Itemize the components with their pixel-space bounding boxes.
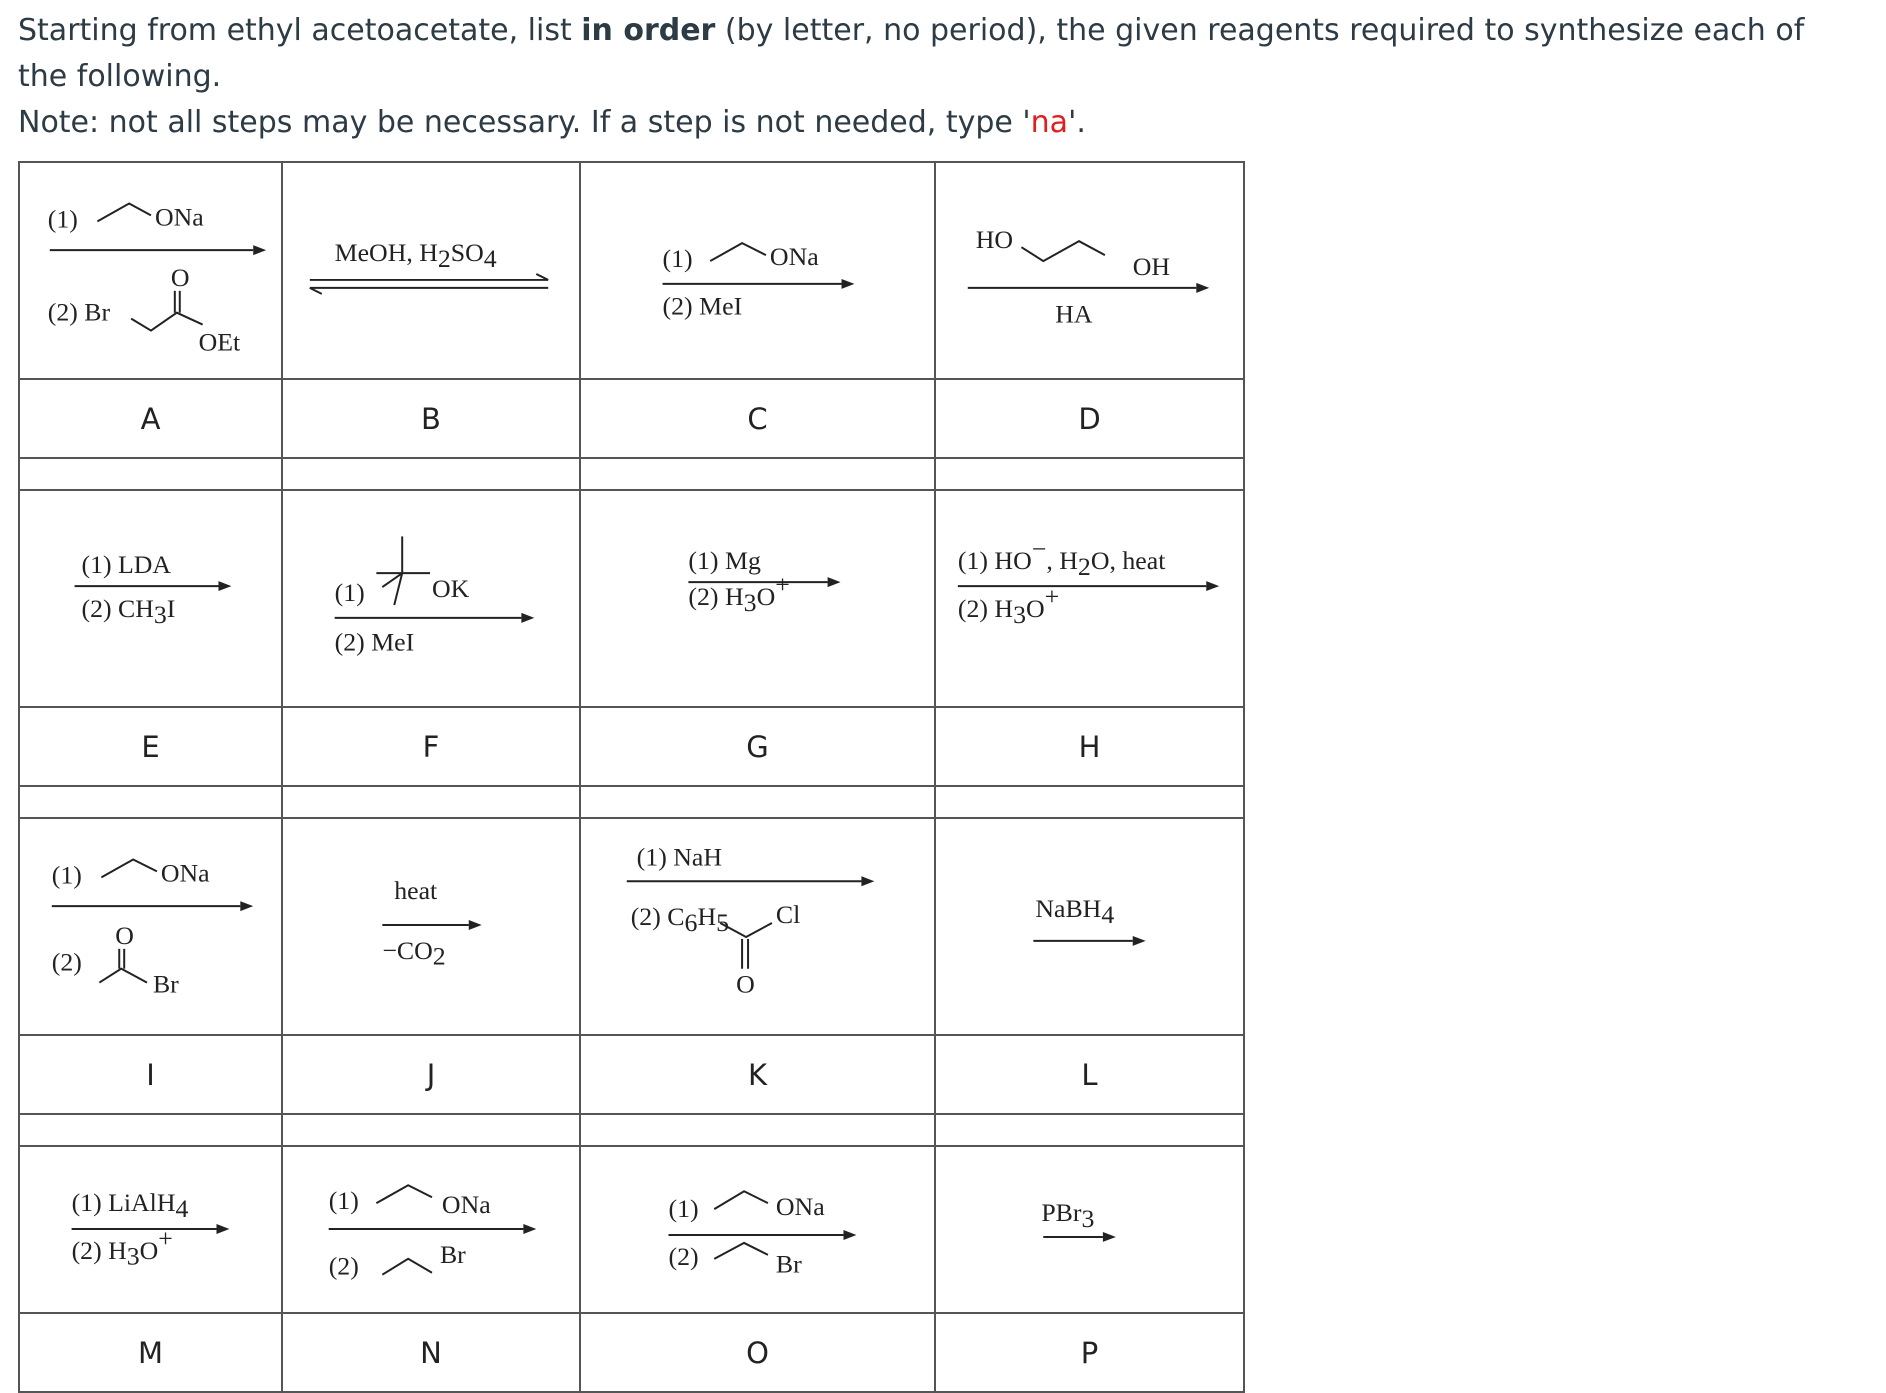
instructions-text: (by letter, no period), the given reagents required to synthesize each of the following. (18, 13, 1805, 94)
instructions-text: Starting from ethyl acetoacetate, list (18, 13, 582, 48)
reagent-L-text: NaBH4 (1035, 894, 1115, 930)
step-2-label: (2) CH3I (81, 593, 176, 629)
reagent-row (19, 1146, 1244, 1313)
reagent-cell-O (580, 1146, 935, 1313)
halide-label: Br (775, 1249, 802, 1279)
step-1-label: (1) HO−, H2O, heat (957, 534, 1166, 582)
letter-D: D (935, 379, 1244, 458)
reagent-cell-H (935, 490, 1244, 707)
arrowhead (861, 876, 874, 886)
reagent-O-scheme (581, 1147, 934, 1312)
note-text: Note: not all steps may be necessary. If a step is not needed, type ' (18, 105, 1031, 140)
letter-M: M (19, 1313, 282, 1392)
reagent-cell-F (282, 490, 580, 707)
letter-B: B (282, 379, 580, 458)
reagent-B-text: MeOH, H2SO4 (334, 238, 497, 274)
halide-label: Br (152, 969, 179, 999)
note-text: '. (1068, 105, 1086, 140)
ester-chain (131, 313, 202, 331)
letter-C: C (580, 379, 935, 458)
arrowhead (1133, 936, 1146, 946)
spacer-row (19, 1114, 1244, 1146)
reagent-cell-C (580, 162, 935, 379)
letter-G: G (580, 707, 935, 786)
carbonyl-oxygen: O (115, 920, 134, 950)
halide-label: Br (439, 1239, 466, 1269)
reagent-F-scheme (283, 491, 579, 706)
diol-chain (1021, 241, 1104, 261)
reagent-row (19, 818, 1244, 1035)
reagent-P-scheme (936, 1147, 1243, 1312)
step-1-label: (1) (51, 860, 82, 890)
spacer-row (19, 458, 1244, 490)
step-1-label: (1) Mg (688, 546, 761, 576)
reagent-J-scheme (283, 819, 579, 1034)
reagent-E-scheme (20, 491, 281, 706)
arrowhead (521, 613, 534, 623)
reagent-cell-I (19, 818, 282, 1035)
carbonyl-oxygen: O (170, 262, 190, 292)
ethyl-chain (376, 1185, 432, 1203)
letter-row (19, 379, 1244, 458)
spacer-row (19, 786, 1244, 818)
letter-P: P (935, 1313, 1244, 1392)
letter-A: A (19, 379, 282, 458)
letter-O: O (580, 1313, 935, 1392)
letter-F: F (282, 707, 580, 786)
step-1-label: (1) NaH (636, 842, 723, 872)
arrowhead (216, 1224, 229, 1234)
arrowhead (523, 1224, 536, 1234)
reagent-cell-B (282, 162, 580, 379)
base-label: OK (431, 574, 470, 604)
reagent-N-scheme (283, 1147, 579, 1312)
reagent-cell-J (282, 818, 580, 1035)
ethyl-chain (97, 204, 151, 222)
reagent-row (19, 162, 1244, 379)
reagent-table (18, 161, 1245, 1393)
instructions-line-2 (18, 100, 1858, 146)
condition-label: heat (394, 876, 438, 906)
letter-I: I (19, 1035, 282, 1114)
reagent-I-scheme (20, 819, 281, 1034)
hydroxyl-label: OH (1132, 251, 1171, 281)
base-label: ONa (775, 1192, 825, 1222)
base-label: ONa (441, 1190, 491, 1220)
reagent-cell-P (935, 1146, 1244, 1313)
letter-row (19, 1313, 1244, 1392)
letter-J: J (282, 1035, 580, 1114)
carbonyl-oxygen: O (736, 969, 755, 999)
letter-row (19, 1035, 1244, 1114)
ester-group-label: OEt (198, 327, 241, 357)
letter-K: K (580, 1035, 935, 1114)
arrowhead (842, 279, 855, 289)
instructions (18, 8, 1858, 146)
alkyl-chain (382, 1259, 432, 1275)
step-2-label: (2) Br (47, 297, 111, 327)
arrowhead (1103, 1232, 1116, 1242)
reagent-H-scheme (936, 491, 1243, 706)
letter-H: H (935, 707, 1244, 786)
arrowhead (1206, 581, 1219, 591)
arrowhead (469, 920, 482, 930)
reagent-cell-M (19, 1146, 282, 1313)
step-2-label: (2) MeI (334, 627, 415, 657)
na-highlight: na (1030, 105, 1069, 140)
arrowhead (240, 901, 253, 911)
reagent-cell-E (19, 490, 282, 707)
ethyl-chain (714, 1191, 768, 1209)
ethyl-chain (101, 860, 157, 878)
letter-L: L (935, 1035, 1244, 1114)
reagent-cell-A (19, 162, 282, 379)
ethyl-chain (710, 243, 766, 261)
base-label: ONa (154, 202, 204, 232)
reagent-cell-L (935, 818, 1244, 1035)
reagent-row (19, 490, 1244, 707)
base-label: ONa (160, 858, 210, 888)
byproduct-label: −CO2 (382, 935, 446, 971)
arrowhead (828, 577, 841, 587)
step-2-label: (2) H3O+ (688, 570, 790, 617)
alkyl-chain (714, 1243, 768, 1259)
step-2-label: (2) (668, 1241, 699, 1271)
reagent-B-scheme (283, 163, 579, 378)
instructions-bold: in order (581, 13, 716, 48)
step-1-label: (1) (334, 577, 365, 607)
reagent-C-scheme (581, 163, 934, 378)
step-1-label: (1) LDA (81, 550, 172, 580)
catalyst-label: HA (1055, 299, 1093, 329)
arrowhead (218, 581, 231, 591)
reagent-cell-K (580, 818, 935, 1035)
letter-E: E (19, 707, 282, 786)
instructions-line-1 (18, 8, 1858, 100)
step-1-label: (1) (328, 1186, 359, 1216)
reagent-D-scheme (936, 163, 1243, 378)
step-2-label: (2) H3O+ (71, 1223, 173, 1271)
step-2-label: (2) (51, 947, 82, 977)
letter-row (19, 707, 1244, 786)
reagent-L-scheme (936, 819, 1243, 1034)
reagent-P-text: PBr3 (1041, 1198, 1095, 1234)
reagent-cell-D (935, 162, 1244, 379)
step-2-label: (2) H3O+ (957, 581, 1060, 629)
step-1-label: (1) (47, 204, 78, 234)
step-2-label: (2) MeI (662, 291, 743, 321)
halide-label: Cl (775, 900, 801, 930)
step-1-label: (1) (668, 1194, 699, 1224)
reagent-M-scheme (20, 1147, 281, 1312)
step-2-label: (2) (328, 1251, 359, 1281)
step-1-label: (1) (662, 244, 693, 274)
step-1-label: (1) LiAlH4 (71, 1188, 189, 1224)
letter-N: N (282, 1313, 580, 1392)
reagent-A-scheme (20, 163, 281, 378)
base-label: ONa (769, 242, 819, 272)
reagent-K-scheme (581, 819, 934, 1034)
step-2-label: (2) C6H5 (630, 902, 730, 937)
ketone-chain (99, 969, 147, 983)
arrowhead (1196, 283, 1209, 293)
reagent-cell-N (282, 1146, 580, 1313)
reagent-G-scheme (581, 491, 934, 706)
arrowhead (253, 245, 266, 255)
hydroxyl-label: HO (975, 225, 1014, 255)
reagent-cell-G (580, 490, 935, 707)
arrowhead (844, 1230, 857, 1240)
